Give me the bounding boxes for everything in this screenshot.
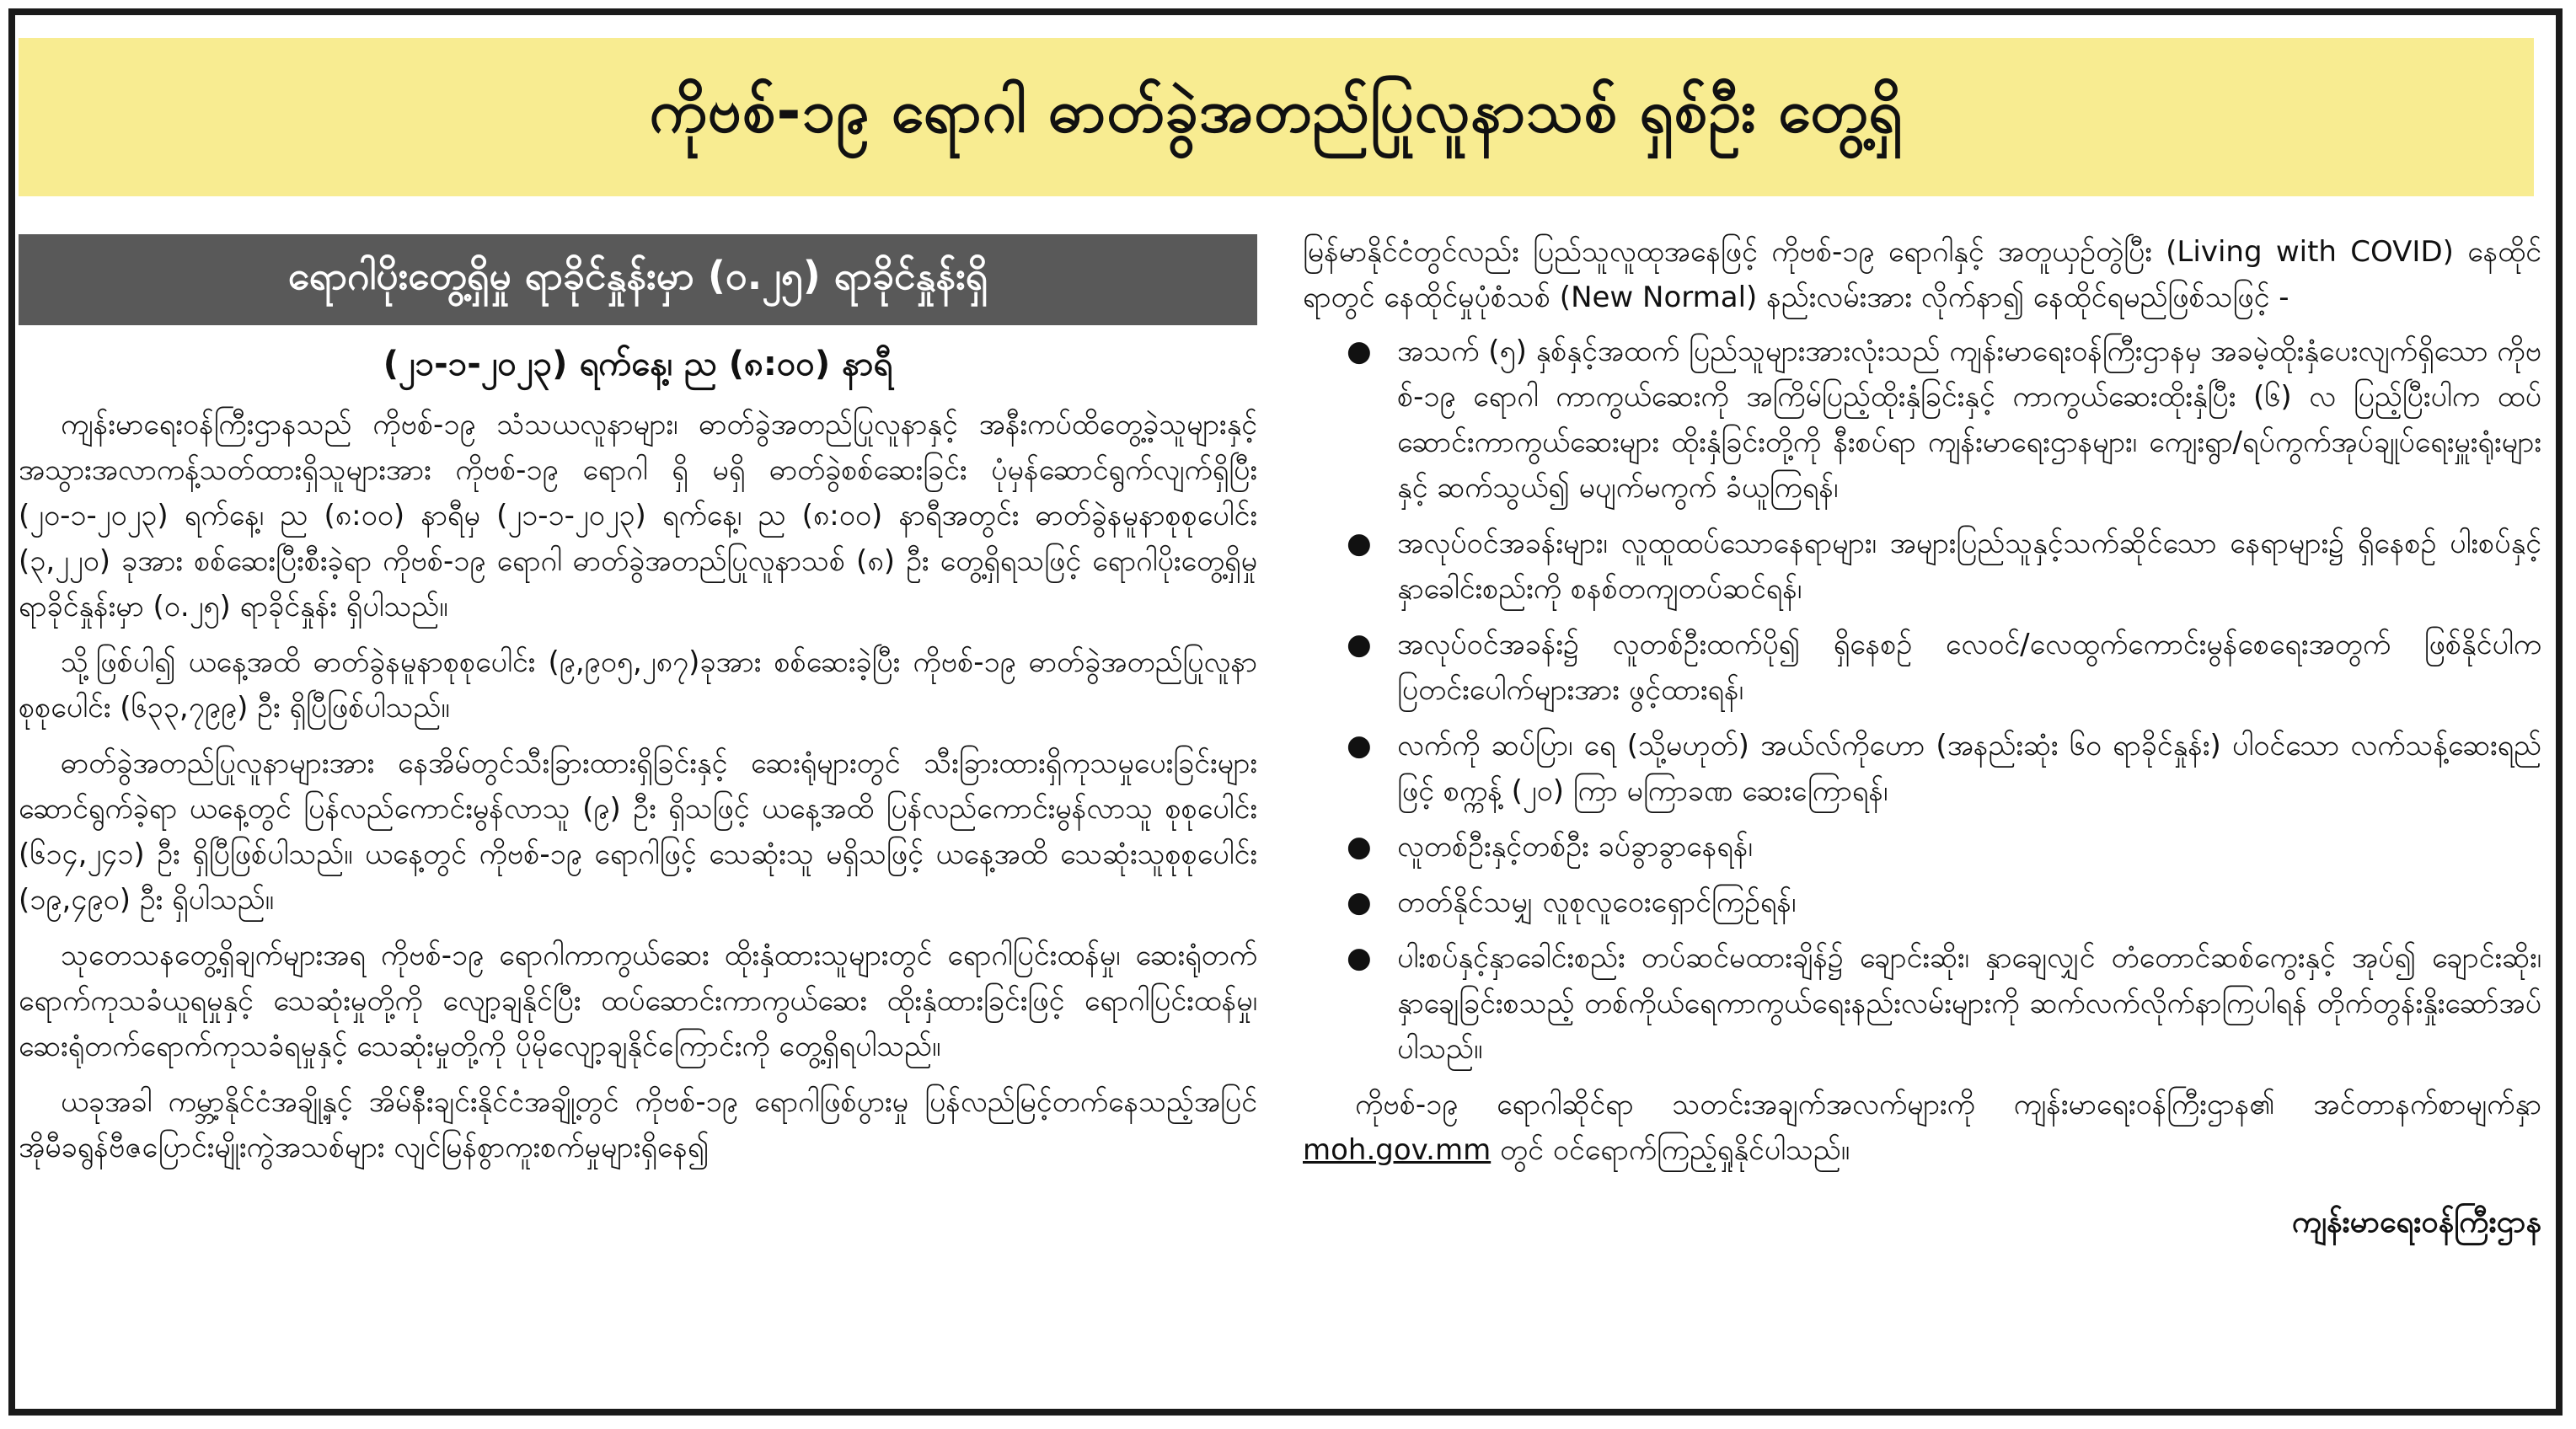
list-item-text: အလုပ်ဝင်အခန်း၌ လူတစ်ဦးထက်ပို၍ ရှိနေစဉ် လေဝင်/လေထွက်ကောင်းမွန်စေရေးအတွက် ဖြစ်နိုင်ပါက ပြတင်းပေါက်များအား ဖွင့်ထားရန်၊ bbox=[1397, 628, 2541, 707]
bullet-icon: ● bbox=[1347, 941, 1372, 975]
list-item bbox=[1303, 824, 2541, 870]
dateline: (၂၁-၁-၂၀၂၃) ရက်နေ့၊ ည (၈:၀၀) နာရီ bbox=[383, 345, 893, 383]
paragraph: သို့ဖြစ်ပါ၍ ယနေ့အထိ ဓာတ်ခွဲနမူနာစုစုပေါင်း (၉,၉၀၅,၂၈၇)ခုအား စစ်ဆေးခဲ့ပြီး ကိုဗစ်-၁၉ ဓာတ်ခွဲအတည်ပြုလူနာ စုစုပေါင်း (၆၃၃,၇၉၉) ဦး ရှိပြီဖြစ်ပါသည်။ bbox=[19, 645, 1257, 725]
intro-paragraph: မြန်မာနိုင်ငံတွင်လည်း ပြည်သူလူထုအနေဖြင့် ကိုဗစ်-၁၉ ရောဂါနှင့် အတူယှဉ်တွဲပြီး (Living with COVID) နေထိုင်ရာတွင် နေထိုင်မှုပုံစံသစ် (New Normal) နည်းလမ်းအား လိုက်နာ၍ နေထိုင်ရမည်ဖြစ်သဖြင့် - bbox=[1303, 235, 2541, 314]
list-item-text: ပါးစပ်နှင့်နှာခေါင်းစည်း တပ်ဆင်မထားချိန်၌ ချောင်းဆိုး၊ နှာချေလျှင် တံတောင်ဆစ်ကွေးနှင့် အုပ်၍ ချောင်းဆိုး၊ နှာချေခြင်းစသည့် တစ်ကိုယ်ရေကာကွယ်ရေးနည်းလမ်းများကို ဆက်လက်လိုက်နာကြပါရန် တိုက်တွန်းနှိုးဆော်အပ်ပါသည်။ bbox=[1397, 941, 2541, 1066]
subheading-bar bbox=[19, 234, 1257, 325]
list-item-text: အသက် (၅) နှစ်နှင့်အထက် ပြည်သူများအားလုံးသည် ကျန်းမာရေးဝန်ကြီးဌာနမှ အခမဲ့ထိုးနှံပေးလျက်ရှိသော ကိုဗစ်-၁၉ ရောဂါ ကာကွယ်ဆေးကို အကြိမ်ပြည့်ထိုးနှံခြင်းနှင့် ကာကွယ်ဆေးထိုးနှံပြီး (၆) လ ပြည့်ပြီးပါက ထပ်ဆောင်းကာကွယ်ဆေးများ ထိုးနှံခြင်းတို့ကို နီးစပ်ရာ ကျန်းမာရေးဌာနများ၊ ကျေးရွာ/ရပ်ကွက်အုပ်ချုပ်ရေးမှူးရုံးများနှင့် ဆက်သွယ်၍ မပျက်မကွက် ခံယူကြရန်၊ bbox=[1397, 335, 2541, 505]
paragraph: ဓာတ်ခွဲအတည်ပြုလူနာများအား နေအိမ်တွင်သီးခြားထားရှိခြင်းနှင့် ဆေးရုံများတွင် သီးခြားထားရှိကုသမှုပေးခြင်းများ ဆောင်ရွက်ခဲ့ရာ ယနေ့တွင် ပြန်လည်ကောင်းမွန်လာသူ (၉) ဦး ရှိသဖြင့် ယနေ့အထိ ပြန်လည်ကောင်းမွန်လာသူ စုစုပေါင်း (၆၁၄,၂၄၁) ဦး ရှိပြီဖြစ်ပါသည်။ ယနေ့တွင် ကိုဗစ်-၁၉ ရောဂါဖြင့် သေဆုံးသူ မရှိသဖြင့် ယနေ့အထိ သေဆုံးသူစုစုပေါင်း (၁၉,၄၉၀) ဦး ရှိပါသည်။ bbox=[19, 747, 1257, 917]
list-item-text: အလုပ်ဝင်အခန်းများ၊ လူထူထပ်သောနေရာများ၊ အများပြည်သူနှင့်သက်ဆိုင်သော နေရာများ၌ ရှိနေစဉ် ပါးစပ်နှင့်နှာခေါင်းစည်းကို စနစ်တကျတပ်ဆင်ရန်၊ bbox=[1397, 527, 2541, 606]
list-item bbox=[1303, 329, 2541, 511]
bullet-icon: ● bbox=[1347, 830, 1372, 864]
paragraph: ယခုအခါ ကမ္ဘာ့နိုင်ငံအချို့နှင့် အိမ်နီးချင်းနိုင်ငံအချို့တွင် ကိုဗစ်-၁၉ ရောဂါဖြစ်ပွားမှု ပြန်လည်မြင့်တက်နေသည့်အပြင် အိုမီခရွန်ဗီဇပြောင်းမျိုးကွဲအသစ်များ လျင်မြန်စွာကူးစက်မှုများရှိနေ၍ bbox=[19, 1085, 1257, 1164]
closing-text: ကိုဗစ်-၁၉ ရောဂါဆိုင်ရာ သတင်းအချက်အလက်များကို ကျန်းမာရေးဝန်ကြီးဌာန၏ အင်တာနက်စာမျက်နှာ bbox=[1355, 1088, 2541, 1121]
closing-paragraph bbox=[1303, 1082, 2541, 1173]
bullet-icon: ● bbox=[1347, 886, 1372, 919]
bullet-icon: ● bbox=[1347, 527, 1372, 560]
headline: ကိုဗစ်-၁၉ ရောဂါ ဓာတ်ခွဲအတည်ပြုလူနာသစ် ရှစ်ဦး တွေ့ရှိ bbox=[649, 76, 1904, 146]
list-item bbox=[1303, 880, 2541, 925]
list-item bbox=[1303, 521, 2541, 612]
subheading: ရောဂါပိုးတွေ့ရှိမှု ရာခိုင်နှုန်းမှာ (၀.၂၅) ရာခိုင်နှုန်းရှိ bbox=[287, 252, 988, 298]
closing-text-end: တွင် ဝင်ရောက်ကြည့်ရှုနိုင်ပါသည်။ bbox=[1491, 1133, 1850, 1167]
list-item bbox=[1303, 622, 2541, 713]
paragraph: ကျန်းမာရေးဝန်ကြီးဌာနသည် ကိုဗစ်-၁၉ သံသယလူနာများ၊ ဓာတ်ခွဲအတည်ပြုလူနာနှင့် အနီးကပ်ထိတွေ့ခဲ့သူများနှင့် အသွားအလာကန့်သတ်ထားရှိသူများအား ကိုဗစ်-၁၉ ရောဂါ ရှိ မရှိ ဓာတ်ခွဲစစ်ဆေးခြင်း ပုံမှန်ဆောင်ရွက်လျက်ရှိပြီး (၂၀-၁-၂၀၂၃) ရက်နေ့၊ ည (၈:၀၀) နာရီမှ (၂၁-၁-၂၀၂၃) ရက်နေ့၊ ည (၈:၀၀) နာရီအတွင်း ဓာတ်ခွဲနမူနာစုစုပေါင်း (၃,၂၂၀) ခုအား စစ်ဆေးပြီးစီးခဲ့ရာ ကိုဗစ်-၁၉ ရောဂါ ဓာတ်ခွဲအတည်ပြုလူနာသစ် (၈) ဦး တွေ့ရှိရသဖြင့် ရောဂါပိုးတွေ့ရှိမှု ရာခိုင်နှုန်းမှာ (၀.၂၅) ရာခိုင်နှုန်း ရှိပါသည်။ bbox=[19, 408, 1257, 624]
signature: ကျန်းမာရေးဝန်ကြီးဌာန bbox=[2291, 1205, 2541, 1239]
list-item bbox=[1303, 935, 2541, 1072]
headline-banner bbox=[19, 38, 2534, 196]
bullet-icon: ● bbox=[1347, 729, 1372, 763]
bullet-icon: ● bbox=[1347, 335, 1372, 368]
list-item-text: တတ်နိုင်သမျှ လူစုလူဝေးရှောင်ကြဉ်ရန်၊ bbox=[1397, 886, 1797, 919]
paragraph: သုတေသနတွေ့ရှိချက်များအရ ကိုဗစ်-၁၉ ရောဂါကာကွယ်ဆေး ထိုးနှံထားသူများတွင် ရောဂါပြင်းထန်မှု၊ ဆေးရုံတက်ရောက်ကုသခံယူရမှုနှင့် သေဆုံးမှုတို့ကို လျော့ချနိုင်ပြီး ထပ်ဆောင်းကာကွယ်ဆေး ထိုးနှံထားခြင်းဖြင့် ရောဂါပြင်းထန်မှု၊ ဆေးရုံတက်ရောက်ကုသခံရမှုနှင့် သေဆုံးမှုတို့ကို ပိုမိုလျော့ချနိုင်ကြောင်းကို တွေ့ရှိရပါသည်။ bbox=[19, 939, 1257, 1063]
bullet-icon: ● bbox=[1347, 628, 1372, 661]
website-link[interactable]: moh.gov.mm bbox=[1303, 1133, 1492, 1167]
list-item-text: လက်ကို ဆပ်ပြာ၊ ရေ (သို့မဟုတ်) အယ်လ်ကိုဟော (အနည်းဆုံး ၆၀ ရာခိုင်နှုန်း) ပါဝင်သော လက်သန့်ဆေးရည်ဖြင့် စက္ကန့် (၂၀) ကြာ မကြာခဏ ဆေးကြောရန်၊ bbox=[1397, 729, 2541, 808]
list-item bbox=[1303, 723, 2541, 814]
left-column bbox=[19, 234, 1257, 1397]
list-item-text: လူတစ်ဦးနှင့်တစ်ဦး ခပ်ခွာခွာနေရန်၊ bbox=[1397, 830, 1753, 864]
guideline-list bbox=[1303, 329, 2541, 1072]
right-column bbox=[1303, 229, 2541, 1397]
